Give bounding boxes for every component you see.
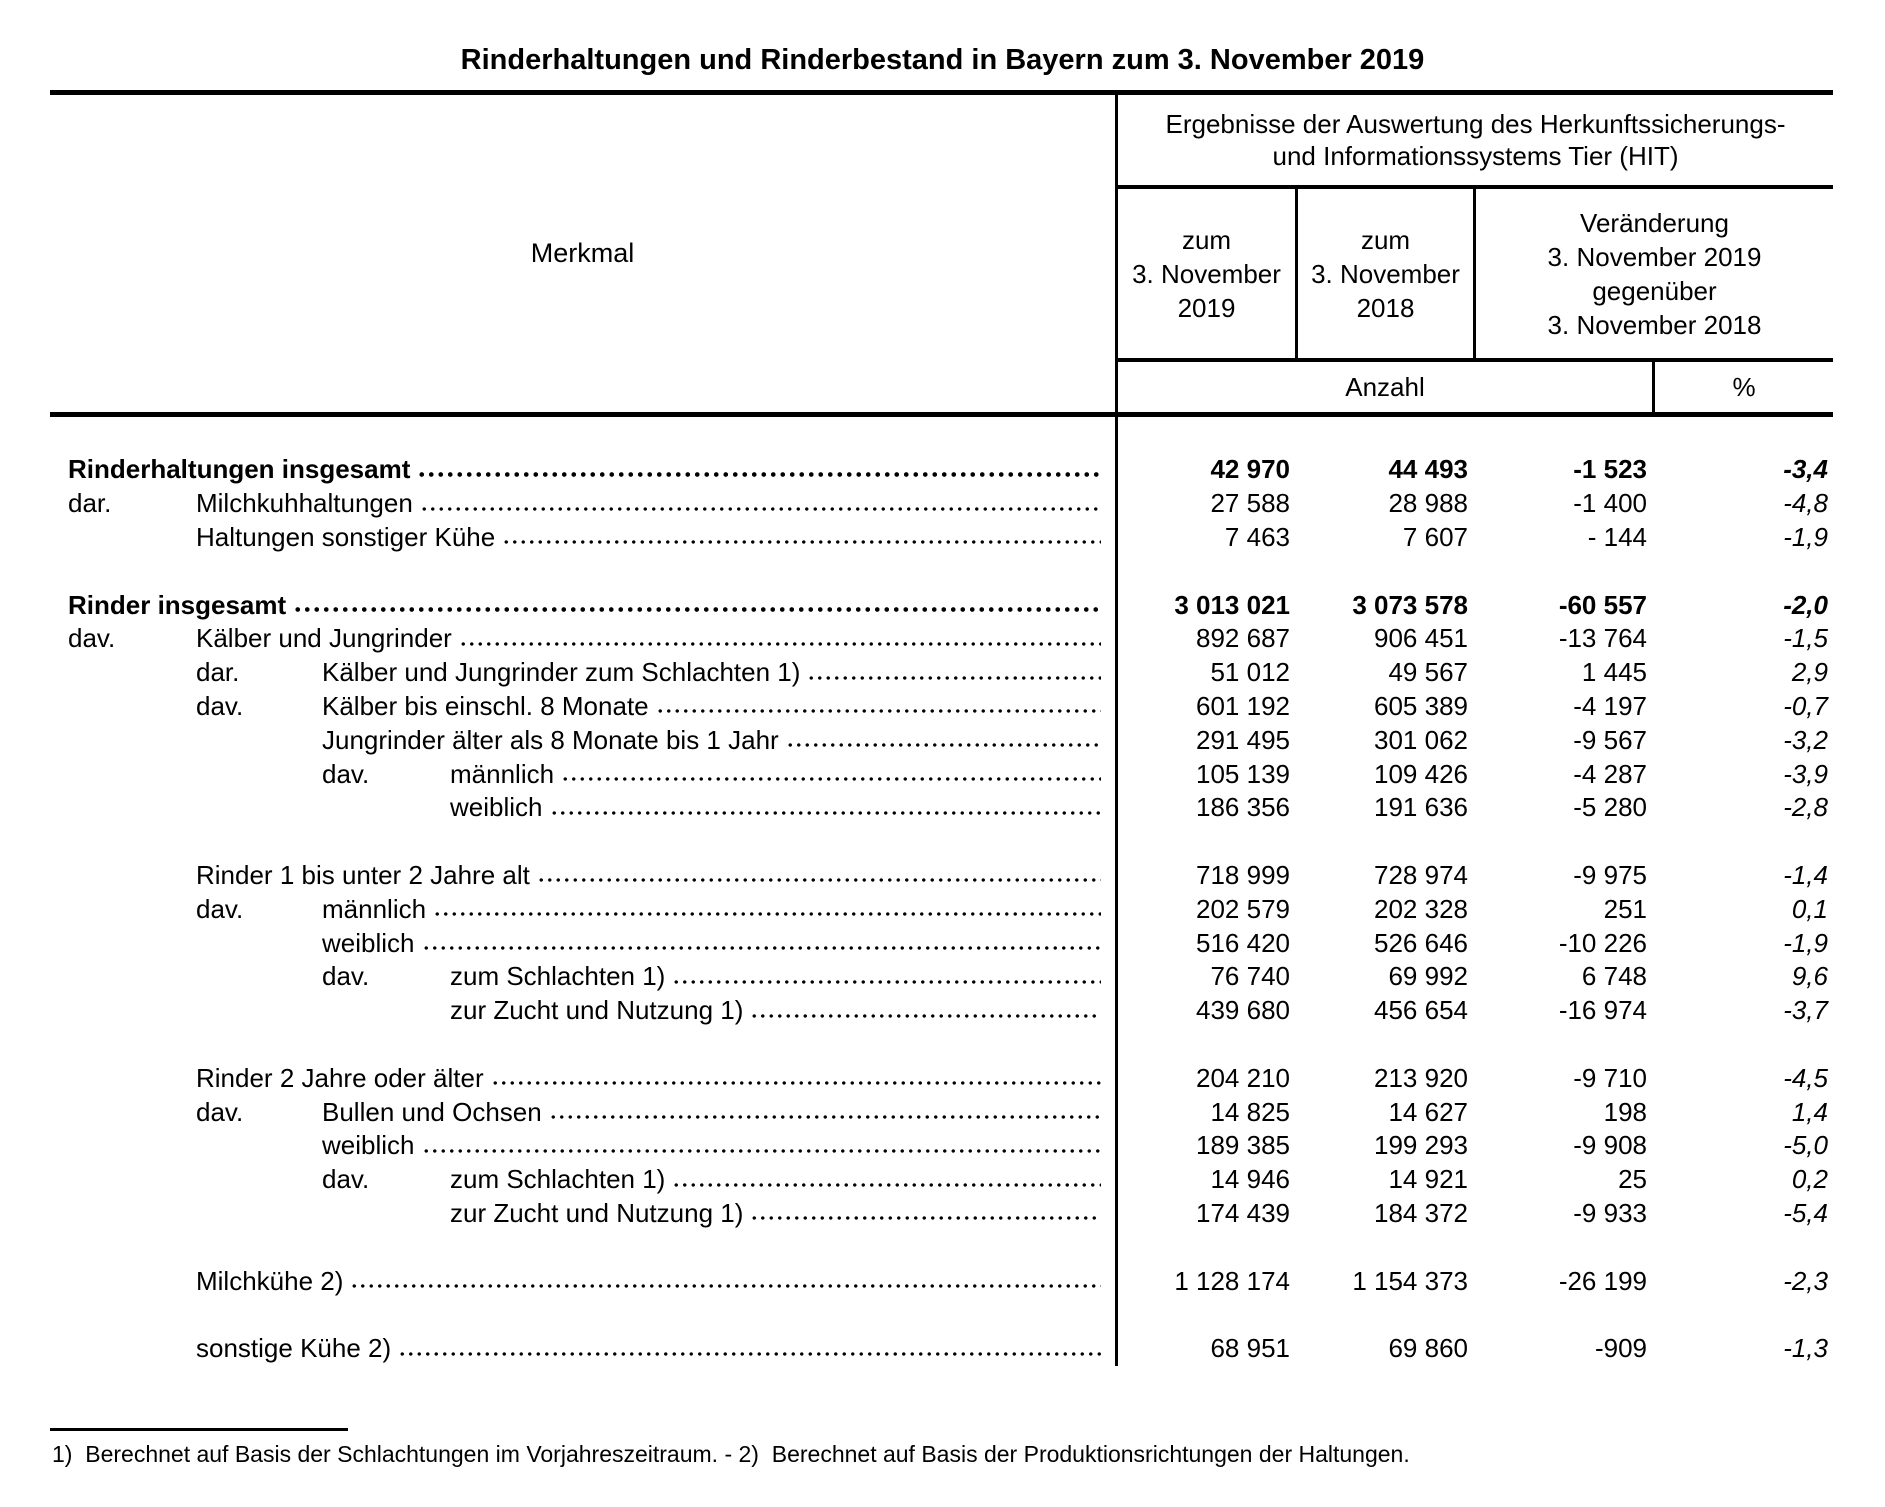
value-2018: 1 154 373 (1352, 1265, 1468, 1296)
table-row (50, 960, 1833, 994)
value-2019: 105 139 (1196, 758, 1290, 789)
dotted-leader (807, 656, 1101, 690)
value-change-abs: -1 400 (1573, 488, 1647, 519)
row-label: Kälber bis einschl. 8 Monate (322, 690, 649, 721)
value-2019: 601 192 (1196, 690, 1290, 721)
dotted-leader (750, 1197, 1101, 1231)
value-change-abs: -9 933 (1573, 1197, 1647, 1228)
value-change-pct: -2,0 (1783, 589, 1828, 620)
value-2019: 439 680 (1196, 995, 1290, 1026)
value-2018: 7 607 (1402, 521, 1468, 552)
value-change-pct: 0,1 (1791, 893, 1828, 924)
value-change-abs: 6 748 (1581, 961, 1647, 992)
value-2018: 526 646 (1374, 927, 1468, 958)
value-2019: 718 999 (1196, 859, 1290, 890)
table-row (50, 1163, 1833, 1197)
value-change-pct: -1,3 (1783, 1333, 1828, 1364)
dotted-leader (750, 994, 1101, 1028)
value-2018: 3 073 578 (1352, 589, 1468, 620)
table-row (50, 1197, 1833, 1231)
value-change-abs: 251 (1603, 893, 1647, 924)
column-header-change-line4: 3. November 2018 (1547, 309, 1762, 340)
footnote: 1) Berechnet auf Basis der Schlachtungen im Vorjahreszeitraum. - 2) Berechnet auf Basis der Produktionsrichtungen der Haltungen. (52, 1441, 1410, 1467)
value-change-pct: -2,3 (1783, 1265, 1828, 1296)
row-merkmal-cell (50, 1197, 1115, 1231)
value-change-abs: -60 557 (1558, 589, 1647, 620)
row-label: männlich (322, 893, 427, 924)
dotted-leader (293, 588, 1101, 622)
dotted-leader (561, 757, 1101, 791)
row-label: Jungrinder älter als 8 Monate bis 1 Jahr (322, 724, 779, 755)
value-change-abs: -1 523 (1573, 454, 1647, 485)
column-header-change-line1: Veränderung (1580, 207, 1729, 238)
dotted-leader (550, 791, 1102, 825)
table-row (50, 656, 1833, 690)
value-2019: 174 439 (1196, 1197, 1290, 1228)
value-change-abs: -9 908 (1573, 1130, 1647, 1161)
table-row (50, 521, 1833, 555)
table-row (50, 723, 1833, 757)
row-label: zum Schlachten 1) (450, 961, 666, 992)
row-merkmal-cell (50, 960, 1115, 994)
table-row (50, 1264, 1833, 1298)
value-2018: 14 627 (1388, 1096, 1468, 1127)
dotted-leader (459, 622, 1101, 656)
row-merkmal-cell (50, 892, 1115, 926)
value-change-abs: 25 (1618, 1164, 1647, 1195)
value-2019: 189 385 (1196, 1130, 1290, 1161)
row-merkmal-cell (50, 521, 1115, 555)
dotted-leader (672, 960, 1101, 994)
column-header-change-line2: 3. November 2019 (1547, 241, 1762, 272)
value-change-pct: -5,0 (1783, 1130, 1828, 1161)
table-row (50, 859, 1833, 893)
column-header-2018-line1: zum (1360, 224, 1411, 255)
row-merkmal-cell (50, 1129, 1115, 1163)
table-body (50, 453, 1833, 1366)
value-change-pct: -1,5 (1783, 623, 1828, 654)
unit-row-bottom-rule (50, 412, 1833, 417)
table-row (50, 1129, 1833, 1163)
row-merkmal-cell (50, 1095, 1115, 1129)
value-change-abs: -5 280 (1573, 792, 1647, 823)
value-2018: 109 426 (1374, 758, 1468, 789)
footnote-rule (50, 1428, 348, 1431)
value-change-abs: -909 (1594, 1333, 1647, 1364)
row-prefix: dav. (322, 1164, 370, 1195)
value-2019: 186 356 (1196, 792, 1290, 823)
value-change-abs: -26 199 (1558, 1265, 1647, 1296)
value-2019: 3 013 021 (1174, 589, 1290, 620)
value-2019: 76 740 (1210, 961, 1290, 992)
value-2019: 68 951 (1210, 1333, 1290, 1364)
value-2018: 605 389 (1374, 690, 1468, 721)
value-change-abs: -9 567 (1573, 724, 1647, 755)
value-2018: 14 921 (1388, 1164, 1468, 1195)
row-label: Rinder 1 bis unter 2 Jahre alt (196, 859, 530, 890)
dotted-leader (398, 1332, 1101, 1366)
row-prefix: dar. (68, 488, 112, 519)
row-prefix: dav. (196, 1096, 244, 1127)
value-2019: 1 128 174 (1174, 1265, 1290, 1296)
hit-header-line2: und Informationssystems Tier (HIT) (1272, 141, 1679, 171)
value-change-pct: -1,9 (1783, 927, 1828, 958)
row-merkmal-cell (50, 690, 1115, 724)
row-merkmal-cell (50, 1332, 1115, 1366)
value-change-pct: -3,4 (1783, 454, 1828, 485)
dotted-leader (420, 487, 1101, 521)
value-change-abs: -4 287 (1573, 758, 1647, 789)
table-row (50, 554, 1833, 588)
value-2018: 202 328 (1374, 893, 1468, 924)
statistics-table (50, 90, 1833, 1380)
dotted-leader (422, 926, 1102, 960)
table-row (50, 453, 1833, 487)
column-header-change-line3: gegenüber (1592, 275, 1717, 306)
unit-header-percent: % (1732, 371, 1756, 402)
row-label: Rinder 2 Jahre oder älter (196, 1062, 484, 1093)
column-header-2018-line2: 3. November (1311, 258, 1460, 289)
row-label: Rinder insgesamt (68, 589, 287, 620)
value-2018: 49 567 (1388, 657, 1468, 688)
unit-header-anzahl: Anzahl (1345, 371, 1425, 402)
value-2019: 14 825 (1210, 1096, 1290, 1127)
value-change-pct: 1,4 (1791, 1096, 1828, 1127)
table-row (50, 825, 1833, 859)
row-prefix: dav. (322, 758, 370, 789)
value-change-pct: 9,6 (1791, 961, 1828, 992)
dotted-leader (350, 1264, 1101, 1298)
dotted-leader (422, 1129, 1102, 1163)
value-change-pct: -4,8 (1783, 488, 1828, 519)
value-change-pct: -0,7 (1783, 690, 1828, 721)
row-label: Rinderhaltungen insgesamt (68, 454, 411, 485)
row-label: zum Schlachten 1) (450, 1164, 666, 1195)
row-merkmal-cell (50, 926, 1115, 960)
value-change-pct: -3,2 (1783, 724, 1828, 755)
row-merkmal-cell (50, 1061, 1115, 1095)
value-change-abs: -10 226 (1558, 927, 1647, 958)
value-change-pct: -1,4 (1783, 859, 1828, 890)
column-header-2018 (1298, 189, 1473, 358)
value-2019: 892 687 (1196, 623, 1290, 654)
value-2019: 14 946 (1210, 1164, 1290, 1195)
row-merkmal-cell (50, 656, 1115, 690)
value-2019: 42 970 (1210, 454, 1290, 485)
value-2018: 199 293 (1374, 1130, 1468, 1161)
row-merkmal-cell (50, 588, 1115, 622)
row-merkmal-cell (50, 859, 1115, 893)
value-2019: 516 420 (1196, 927, 1290, 958)
hit-header-line1: Ergebnisse der Auswertung des Herkunftssicherungs- (1165, 109, 1786, 139)
row-merkmal-cell (50, 453, 1115, 487)
row-merkmal-cell (50, 622, 1115, 656)
row-label: Kälber und Jungrinder zum Schlachten 1) (322, 657, 801, 688)
table-row (50, 1230, 1833, 1264)
value-change-abs: -13 764 (1558, 623, 1647, 654)
value-2018: 69 860 (1388, 1333, 1468, 1364)
value-change-abs: -9 710 (1573, 1062, 1647, 1093)
value-change-abs: - 144 (1587, 521, 1647, 552)
row-prefix: dav. (196, 690, 244, 721)
dotted-leader (433, 892, 1101, 926)
table-row (50, 1332, 1833, 1366)
row-prefix: dav. (322, 961, 370, 992)
row-merkmal-cell (50, 994, 1115, 1028)
column-header-2019-line2: 3. November (1132, 258, 1281, 289)
value-change-abs: -4 197 (1573, 690, 1647, 721)
row-merkmal-cell (50, 1163, 1115, 1197)
value-change-pct: -4,5 (1783, 1062, 1828, 1093)
value-change-pct: -5,4 (1783, 1197, 1828, 1228)
dotted-leader (786, 723, 1101, 757)
value-change-abs: 198 (1603, 1096, 1647, 1127)
value-2018: 28 988 (1388, 488, 1468, 519)
row-merkmal-cell (50, 487, 1115, 521)
table-row (50, 1028, 1833, 1062)
dotted-leader (491, 1061, 1101, 1095)
row-label: Kälber und Jungrinder (196, 623, 452, 654)
dotted-leader (549, 1095, 1101, 1129)
table-row (50, 757, 1833, 791)
value-2019: 204 210 (1196, 1062, 1290, 1093)
row-prefix: dar. (196, 657, 240, 688)
value-change-pct: -3,7 (1783, 995, 1828, 1026)
value-2018: 456 654 (1374, 995, 1468, 1026)
row-label: Milchkuhhaltungen (196, 488, 413, 519)
column-header-2019-line1: zum (1181, 224, 1232, 255)
table-row (50, 690, 1833, 724)
dotted-leader (502, 521, 1101, 555)
table-row (50, 791, 1833, 825)
table-row (50, 1095, 1833, 1129)
row-label: weiblich (450, 792, 543, 823)
value-change-pct: 0,2 (1791, 1164, 1828, 1195)
value-2018: 184 372 (1374, 1197, 1468, 1228)
column-header-change (1476, 189, 1833, 358)
dotted-leader (656, 690, 1101, 724)
column-header-2018-line3: 2018 (1356, 292, 1415, 323)
row-label: weiblich (322, 927, 415, 958)
value-change-pct: -2,8 (1783, 792, 1828, 823)
row-label: Haltungen sonstiger Kühe (196, 521, 496, 552)
row-label: männlich (450, 758, 555, 789)
value-2018: 213 920 (1374, 1062, 1468, 1093)
value-2019: 7 463 (1224, 521, 1290, 552)
row-label: weiblich (322, 1130, 415, 1161)
value-2018: 906 451 (1374, 623, 1468, 654)
value-2019: 27 588 (1210, 488, 1290, 519)
column-header-2019 (1118, 189, 1295, 358)
value-2019: 291 495 (1196, 724, 1290, 755)
value-change-pct: -3,9 (1783, 758, 1828, 789)
row-prefix: dav. (196, 893, 244, 924)
row-label: sonstige Kühe 2) (196, 1333, 392, 1364)
value-2018: 728 974 (1374, 859, 1468, 890)
value-2019: 51 012 (1210, 657, 1290, 688)
value-change-pct: 2,9 (1791, 657, 1828, 688)
value-2018: 44 493 (1388, 454, 1468, 485)
table-row (50, 926, 1833, 960)
dotted-leader (672, 1163, 1101, 1197)
table-row (50, 1061, 1833, 1095)
row-merkmal-cell (50, 723, 1115, 757)
table-row (50, 588, 1833, 622)
dotted-leader (417, 453, 1101, 487)
column-header-2019-line3: 2019 (1177, 292, 1236, 323)
value-2018: 69 992 (1388, 961, 1468, 992)
hit-header (1118, 95, 1833, 185)
table-row (50, 1298, 1833, 1332)
value-2019: 202 579 (1196, 893, 1290, 924)
value-change-abs: 1 445 (1581, 657, 1647, 688)
value-change-abs: -16 974 (1558, 995, 1647, 1026)
row-merkmal-cell (50, 757, 1115, 791)
table-row (50, 892, 1833, 926)
table-row (50, 622, 1833, 656)
value-change-pct: -1,9 (1783, 521, 1828, 552)
row-label: Milchkühe 2) (196, 1265, 344, 1296)
table-row (50, 994, 1833, 1028)
table-row (50, 487, 1833, 521)
row-label: zur Zucht und Nutzung 1) (450, 995, 744, 1026)
row-merkmal-cell (50, 791, 1115, 825)
merkmal-header: Merkmal (530, 238, 635, 268)
row-merkmal-cell (50, 1264, 1115, 1298)
value-2018: 301 062 (1374, 724, 1468, 755)
row-label: Bullen und Ochsen (322, 1096, 542, 1127)
value-2018: 191 636 (1374, 792, 1468, 823)
value-change-abs: -9 975 (1573, 859, 1647, 890)
row-prefix: dav. (68, 623, 116, 654)
page-title: Rinderhaltungen und Rinderbestand in Bayern zum 3. November 2019 (460, 44, 1425, 76)
row-label: zur Zucht und Nutzung 1) (450, 1197, 744, 1228)
dotted-leader (537, 859, 1101, 893)
